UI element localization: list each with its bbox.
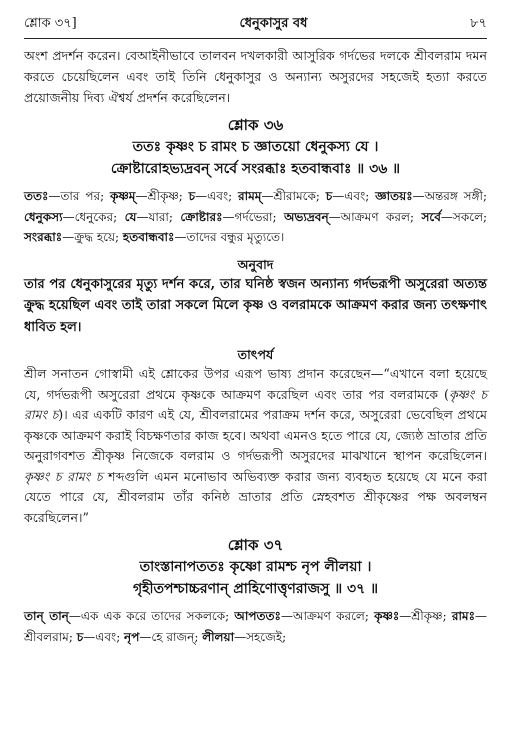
synonym-term: ধেনুকস্য (24, 209, 63, 224)
synonym-meaning: ধেনুকের (74, 209, 114, 224)
synonym-meaning: এবং (95, 629, 117, 644)
purport-text-2: )। এর একটি কারণ এই যে, শ্রীবলরামের পরাক্রম দর্শন করে, অসুরেরা ভেবেছিল প্রথমে কৃষ্ণকে আক্রমণ করাই বিচক্ষণতার কাজ হবে। অথবা এমনও হতে পারে যে, জ্যেষ্ঠ ভ্রাতার প্রতি অনুরাগবশত শ্রীকৃষ্ণ নিজেকে বলরাম ও গর্দভরূপী অসুরদের মাঝখানে স্থাপন করেছিলেন। (24, 407, 488, 463)
purport-text-1: শ্রীল সনাতন গোস্বামী এই শ্লোকের উপর এরূপ ভাষ্য প্রদান করেছেন—“এখানে বলা হয়েছে যে, গর্দভরূপী অসুরেরা প্রথমে কৃষ্ণকে আক্রমণ করেছিল এবং তার পর বলরামকে ( (24, 366, 487, 402)
synonym-meaning: অন্তরঙ্গ সঙ্গী (424, 189, 483, 203)
verse-37-synonyms: তান্ তান্—এক এক করে তাদের সকলকে; আপততঃ—আক্রমণ করলে; কৃষ্ণঃ—শ্রীকৃষ্ণ; রামঃ—শ্রীবলরাম; চ—এবং; নৃপ—হে রাজন্; লীলয়া—সহজেই; (24, 609, 487, 644)
synonym-term: সংরব্ধাঃ (24, 230, 63, 244)
synonym-meaning: যারা (148, 209, 169, 224)
synonym-meaning: গর্দভেরা (234, 209, 273, 224)
synonym-meaning: সকলে (452, 209, 484, 224)
synonym-meaning: তাদের বন্ধুর মৃত্যুতে। (186, 230, 285, 244)
verse-36-synonyms: ততঃ—তার পর; কৃষ্ণম্—শ্রীকৃষ্ণ; চ—এবং; রামম্—শ্রীরামকে; চ—এবং; জ্ঞাতয়ঃ—অন্তরঙ্গ সঙ্গী; ধেনুকস্য—ধেনুকের; যে—যারা; ক্রোষ্টারঃ—গর্দভেরা; অভ্যদ্রবন্—আক্রমণ করল; সর্বে—সকলে; সংরব্ধাঃ—ক্রুদ্ধ হয়ে; হতবান্ধবাঃ—তাদের বন্ধুর মৃত্যুতে। (24, 189, 488, 244)
verse-36-number: শ্লোক ৩৬ (227, 116, 284, 134)
synonym-meaning: শ্রীরামকে (273, 189, 316, 203)
synonym-term: লীলয়া (202, 629, 235, 644)
synonym-meaning: ক্রুদ্ধ হয়ে (74, 230, 116, 244)
purport-text-3: শব্দগুলি এমন মনোভাব অভিব্যক্ত করার জন্য ব্যবহৃত হয়েছে যে মনে করা যেতে পারে যে, শ্রীবলরাম তাঁর কনিষ্ঠ ভ্রাতার প্রতি স্নেহবশত শ্রীকৃষ্ণের পক্ষ অবলম্বন করেছিলেন।” (24, 468, 487, 525)
synonym-meaning: এবং (344, 189, 366, 203)
synonym-term: অভ্যদ্রবন্ (284, 209, 329, 224)
synonym-term: তান্ তান্ (24, 609, 69, 623)
synonym-term: চ (325, 189, 333, 203)
synonym-term: নৃপ (124, 629, 140, 644)
synonym-term: হতবান্ধবাঃ (122, 230, 175, 244)
synonym-term: চ (188, 189, 196, 203)
page (24, 14, 487, 647)
translation-title: অনুবাদ (237, 256, 274, 272)
header-chapter-title: ধেনুকাসুর বধ (239, 16, 308, 31)
header-verse-ref: শ্লোক ৩৭] (24, 16, 77, 31)
synonym-term: সর্বে (421, 209, 441, 224)
synonym-term: চ (76, 629, 84, 644)
verse-36-line-2: ক্রোষ্টারোহভ্যদ্রবন্ সর্বে সংরব্ধাঃ হতবান্ধবাঃ ॥ ৩৬ ॥ (110, 161, 401, 177)
synonym-term: কৃষ্ণম্ (109, 189, 136, 203)
page-header (24, 14, 487, 34)
verse-36-line-1: ততঃ কৃষ্ণং চ রামং চ জ্ঞাতয়ো ধেনুকস্য যে । (132, 139, 379, 155)
verse-36-purport (24, 364, 487, 528)
synonym-term: রামম্ (238, 189, 262, 203)
synonym-term: যে (124, 209, 137, 224)
synonym-meaning: এবং (207, 189, 229, 203)
synonym-term: জ্ঞাতয়ঃ (375, 189, 413, 203)
synonym-meaning: শ্রীবলরাম (24, 629, 69, 644)
verse-37-number: শ্লোক ৩৭ (227, 536, 284, 554)
verse-37-line-1: তাংস্তানাপততঃ কৃষ্ণো রামশ্চ নৃপ লীলয়া । (139, 559, 372, 575)
verse-36-translation: তার পর ধেনুকাসুরের মৃত্যু দর্শন করে, তার ঘনিষ্ঠ স্বজন অন্যান্য গর্দভরূপী অসুরেরা অত্যন্ত ক্রুদ্ধ হয়েছিল এবং তাই তারা সকলে মিলে কৃষ্ণ ও বলরামকে আক্রমণ করার জন্য তৎক্ষণাৎ ধাবিত হল। (24, 276, 487, 335)
synonym-meaning: আক্রমণ করল (340, 209, 410, 224)
verse-37-line-2: গৃহীতপশ্চাচ্চরণান্ প্রাহিণোত্তৃণরাজসু ॥ ৩৭ ॥ (132, 581, 379, 597)
purport-title: তাৎপর্য (237, 347, 274, 362)
header-page-number: ৮৭ (470, 16, 487, 31)
synonym-meaning: এক এক করে তাদের সকলকে (80, 609, 226, 623)
synonym-meaning: আক্রমণ করলে (292, 609, 365, 623)
synonym-meaning: সহজেই; (246, 629, 287, 644)
synonym-meaning: হে রাজন্ (151, 629, 195, 644)
purport-quote-2: কৃষ্ণং চ রামং চ (24, 468, 103, 484)
synonym-meaning: তার পর (60, 189, 101, 203)
synonym-term: ক্রোষ্টারঃ (180, 209, 223, 224)
intro-paragraph: অংশ প্রদর্শন করেন। বেআইনীভাবে তালবন দখলকারী আসুরিক গর্দভের দলকে শ্রীবলরাম দমন করতে চেয়েছিলেন এবং তাই তিনি ধেনুকাসুর ও অন্যান্য অসুরদের সহজেই হত্যা করতে প্রয়োজনীয় দিব্য ঐশ্বর্য প্রদর্শন করেছিলেন। (24, 48, 487, 105)
synonym-term: কৃষ্ণঃ (374, 609, 400, 623)
synonym-term: রামঃ (451, 609, 475, 623)
header-divider (24, 38, 487, 39)
synonym-meaning: শ্রীকৃষ্ণ (147, 189, 179, 203)
synonym-term: ততঃ (24, 189, 49, 203)
synonym-meaning: শ্রীকৃষ্ণ (411, 609, 443, 623)
synonym-term: আপততঃ (234, 609, 281, 623)
purport-quote-1: কৃষ্ণং চ রামং চ (24, 386, 487, 422)
